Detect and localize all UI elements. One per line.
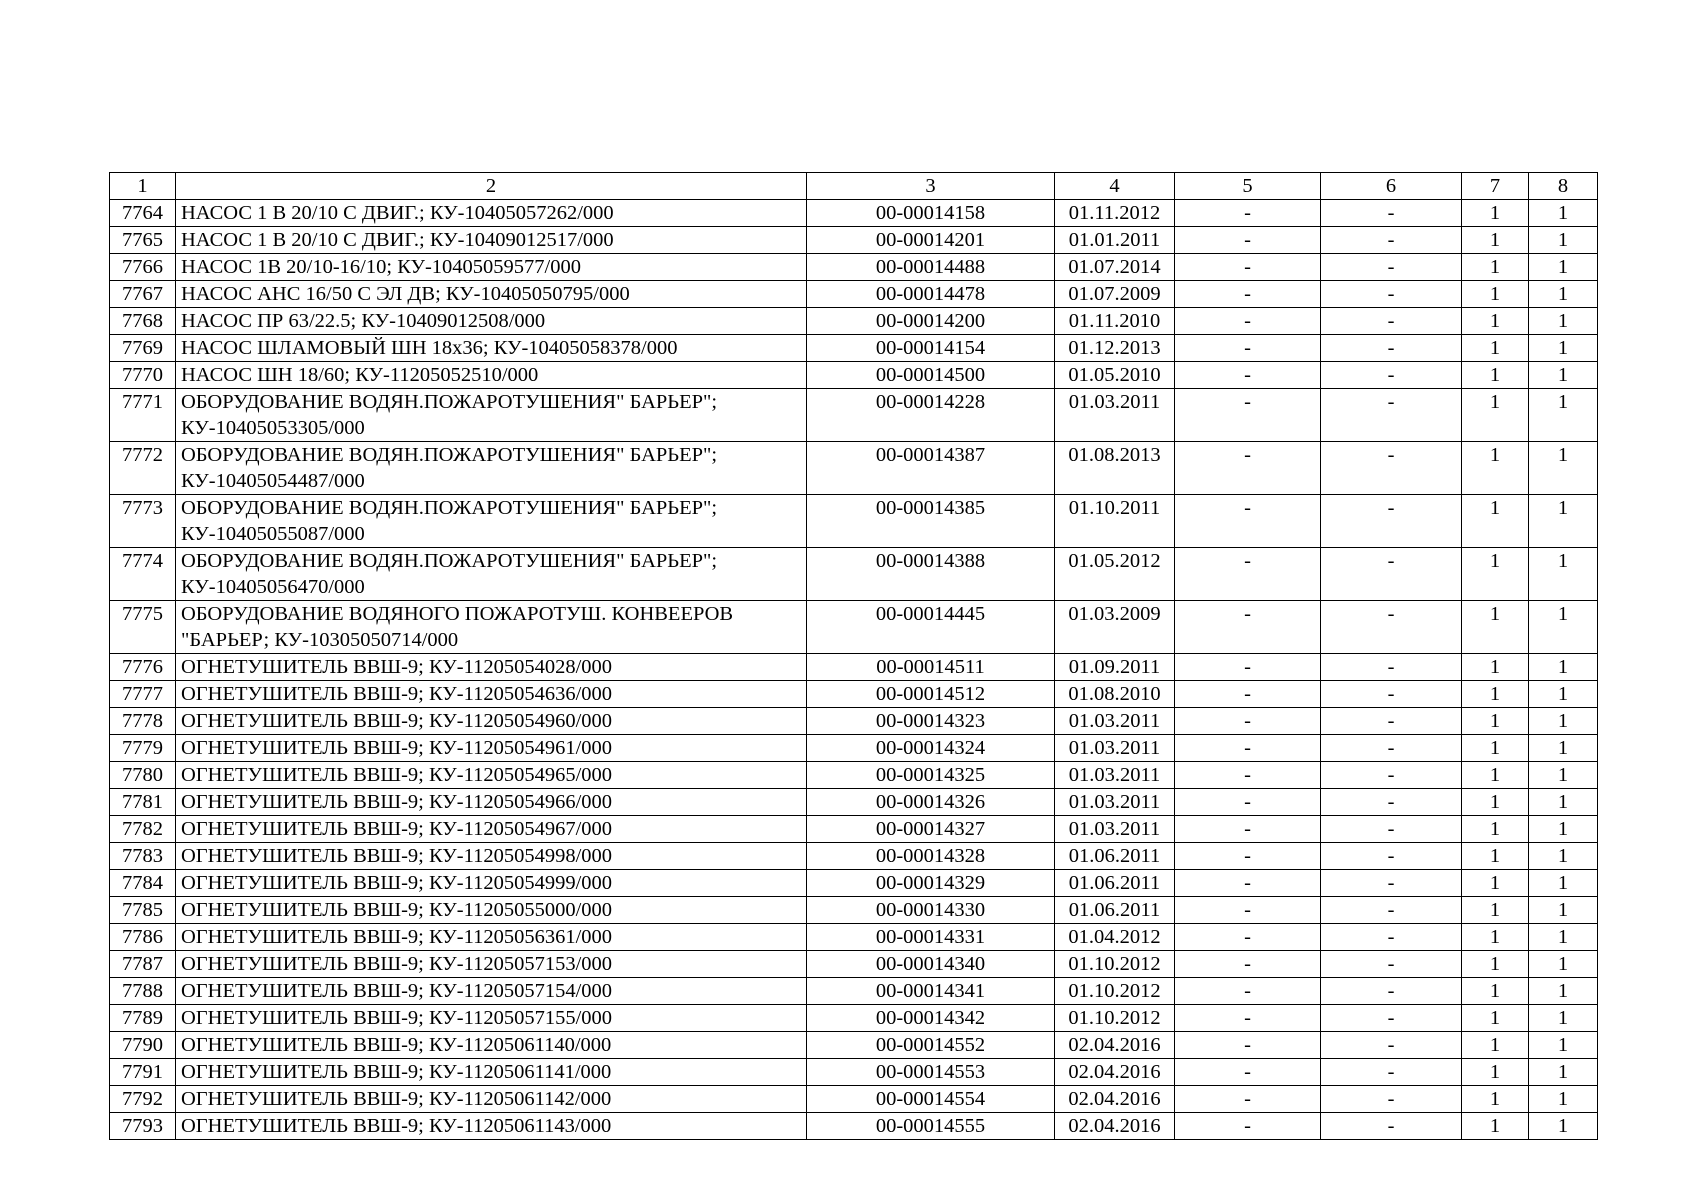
col6-cell: -: [1321, 789, 1462, 816]
table-row: [110, 254, 1598, 281]
table-row: [110, 362, 1598, 389]
col8-cell: 1: [1529, 789, 1598, 816]
col5-cell: -: [1175, 389, 1321, 442]
col6-cell: -: [1321, 1005, 1462, 1032]
col5-cell: -: [1175, 335, 1321, 362]
item-name-cell: ОГНЕТУШИТЕЛЬ ВВШ-9; КУ-11205054960/000: [176, 708, 807, 735]
inventory-number-cell: 00-00014488: [807, 254, 1055, 281]
date-cell: 01.05.2010: [1055, 362, 1175, 389]
col8-cell: 1: [1529, 708, 1598, 735]
col8-cell: 1: [1529, 1059, 1598, 1086]
col8-cell: 1: [1529, 442, 1598, 495]
row-number-cell: 7784: [110, 870, 176, 897]
date-cell: 01.06.2011: [1055, 843, 1175, 870]
item-name-cell: НАСОС 1В 20/10-16/10; КУ-10405059577/000: [176, 254, 807, 281]
inventory-number-cell: 00-00014200: [807, 308, 1055, 335]
col8-cell: 1: [1529, 978, 1598, 1005]
col7-cell: 1: [1462, 1032, 1529, 1059]
item-name-cell: НАСОС ШН 18/60; КУ-11205052510/000: [176, 362, 807, 389]
col8-cell: 1: [1529, 495, 1598, 548]
inventory-number-cell: 00-00014555: [807, 1113, 1055, 1140]
col5-cell: -: [1175, 495, 1321, 548]
row-number-cell: 7790: [110, 1032, 176, 1059]
date-cell: 01.07.2014: [1055, 254, 1175, 281]
date-cell: 02.04.2016: [1055, 1032, 1175, 1059]
date-cell: 01.12.2013: [1055, 335, 1175, 362]
col5-cell: -: [1175, 601, 1321, 654]
col8-cell: 1: [1529, 816, 1598, 843]
col7-cell: 1: [1462, 681, 1529, 708]
col5-cell: -: [1175, 924, 1321, 951]
col6-cell: -: [1321, 227, 1462, 254]
col7-cell: 1: [1462, 708, 1529, 735]
col7-cell: 1: [1462, 735, 1529, 762]
row-number-cell: 7793: [110, 1113, 176, 1140]
item-name-cell: ОГНЕТУШИТЕЛЬ ВВШ-9; КУ-11205054965/000: [176, 762, 807, 789]
col8-cell: 1: [1529, 843, 1598, 870]
col7-cell: 1: [1462, 548, 1529, 601]
inventory-number-cell: 00-00014158: [807, 200, 1055, 227]
row-number-cell: 7767: [110, 281, 176, 308]
item-name-cell: ОГНЕТУШИТЕЛЬ ВВШ-9; КУ-11205057153/000: [176, 951, 807, 978]
col8-cell: 1: [1529, 897, 1598, 924]
date-cell: 01.03.2011: [1055, 762, 1175, 789]
table-row: [110, 1059, 1598, 1086]
row-number-cell: 7782: [110, 816, 176, 843]
row-number-cell: 7787: [110, 951, 176, 978]
col7-cell: 1: [1462, 335, 1529, 362]
row-number-cell: 7789: [110, 1005, 176, 1032]
inventory-number-cell: 00-00014328: [807, 843, 1055, 870]
row-number-cell: 7766: [110, 254, 176, 281]
col8-cell: 1: [1529, 870, 1598, 897]
inventory-number-cell: 00-00014154: [807, 335, 1055, 362]
date-cell: 01.03.2011: [1055, 816, 1175, 843]
col8-cell: 1: [1529, 1005, 1598, 1032]
col8-cell: 1: [1529, 200, 1598, 227]
table-row: [110, 281, 1598, 308]
col7-cell: 1: [1462, 495, 1529, 548]
row-number-cell: 7778: [110, 708, 176, 735]
table-row: [110, 1113, 1598, 1140]
item-name-cell: ОГНЕТУШИТЕЛЬ ВВШ-9; КУ-11205054966/000: [176, 789, 807, 816]
col5-cell: -: [1175, 735, 1321, 762]
row-number-cell: 7792: [110, 1086, 176, 1113]
inventory-number-cell: 00-00014228: [807, 389, 1055, 442]
table-row: [110, 548, 1598, 601]
col8-cell: 1: [1529, 362, 1598, 389]
item-name-cell: ОБОРУДОВАНИЕ ВОДЯН.ПОЖАРОТУШЕНИЯ" БАРЬЕР"; КУ-10405055087/000: [176, 495, 807, 548]
col8-cell: 1: [1529, 654, 1598, 681]
col7-cell: 1: [1462, 1005, 1529, 1032]
item-name-cell: НАСОС 1 В 20/10 С ДВИГ.; КУ-10409012517/000: [176, 227, 807, 254]
col8-cell: 1: [1529, 735, 1598, 762]
item-name-cell: ОГНЕТУШИТЕЛЬ ВВШ-9; КУ-11205055000/000: [176, 897, 807, 924]
col6-cell: -: [1321, 1086, 1462, 1113]
col8-cell: 1: [1529, 548, 1598, 601]
col5-cell: -: [1175, 200, 1321, 227]
row-number-cell: 7764: [110, 200, 176, 227]
col6-cell: -: [1321, 978, 1462, 1005]
date-cell: 01.04.2012: [1055, 924, 1175, 951]
item-name-cell: ОГНЕТУШИТЕЛЬ ВВШ-9; КУ-11205061140/000: [176, 1032, 807, 1059]
column-header: 8: [1529, 173, 1598, 200]
col7-cell: 1: [1462, 227, 1529, 254]
inventory-number-cell: 00-00014331: [807, 924, 1055, 951]
inventory-number-cell: 00-00014512: [807, 681, 1055, 708]
table-row: [110, 843, 1598, 870]
date-cell: 01.06.2011: [1055, 897, 1175, 924]
date-cell: 02.04.2016: [1055, 1086, 1175, 1113]
date-cell: 01.07.2009: [1055, 281, 1175, 308]
col5-cell: -: [1175, 281, 1321, 308]
inventory-number-cell: 00-00014478: [807, 281, 1055, 308]
table-row: [110, 601, 1598, 654]
table-row: [110, 654, 1598, 681]
date-cell: 01.10.2012: [1055, 1005, 1175, 1032]
table-row: [110, 762, 1598, 789]
col8-cell: 1: [1529, 254, 1598, 281]
inventory-number-cell: 00-00014329: [807, 870, 1055, 897]
table-row: [110, 870, 1598, 897]
col5-cell: -: [1175, 897, 1321, 924]
row-number-cell: 7773: [110, 495, 176, 548]
date-cell: 01.10.2011: [1055, 495, 1175, 548]
col5-cell: -: [1175, 308, 1321, 335]
row-number-cell: 7779: [110, 735, 176, 762]
col7-cell: 1: [1462, 1113, 1529, 1140]
inventory-number-cell: 00-00014201: [807, 227, 1055, 254]
table-body: [110, 200, 1598, 1140]
col6-cell: -: [1321, 200, 1462, 227]
col7-cell: 1: [1462, 442, 1529, 495]
column-header: 3: [807, 173, 1055, 200]
table-row: [110, 442, 1598, 495]
table-row: [110, 789, 1598, 816]
row-number-cell: 7769: [110, 335, 176, 362]
inventory-number-cell: 00-00014445: [807, 601, 1055, 654]
date-cell: 01.10.2012: [1055, 951, 1175, 978]
col8-cell: 1: [1529, 601, 1598, 654]
inventory-number-cell: 00-00014553: [807, 1059, 1055, 1086]
table-row: [110, 924, 1598, 951]
inventory-number-cell: 00-00014327: [807, 816, 1055, 843]
row-number-cell: 7777: [110, 681, 176, 708]
col6-cell: -: [1321, 281, 1462, 308]
col5-cell: -: [1175, 1005, 1321, 1032]
item-name-cell: ОГНЕТУШИТЕЛЬ ВВШ-9; КУ-11205054998/000: [176, 843, 807, 870]
inventory-number-cell: 00-00014385: [807, 495, 1055, 548]
table-row: [110, 951, 1598, 978]
col7-cell: 1: [1462, 362, 1529, 389]
item-name-cell: ОБОРУДОВАНИЕ ВОДЯН.ПОЖАРОТУШЕНИЯ" БАРЬЕР"; КУ-10405056470/000: [176, 548, 807, 601]
col7-cell: 1: [1462, 1086, 1529, 1113]
col8-cell: 1: [1529, 681, 1598, 708]
col6-cell: -: [1321, 654, 1462, 681]
inventory-table: [109, 172, 1598, 1140]
col5-cell: -: [1175, 442, 1321, 495]
item-name-cell: ОГНЕТУШИТЕЛЬ ВВШ-9; КУ-11205061141/000: [176, 1059, 807, 1086]
col6-cell: -: [1321, 1113, 1462, 1140]
col5-cell: -: [1175, 254, 1321, 281]
date-cell: 01.06.2011: [1055, 870, 1175, 897]
row-number-cell: 7765: [110, 227, 176, 254]
item-name-cell: ОГНЕТУШИТЕЛЬ ВВШ-9; КУ-11205054999/000: [176, 870, 807, 897]
item-name-cell: ОБОРУДОВАНИЕ ВОДЯНОГО ПОЖАРОТУШ. КОНВЕЕРОВ "БАРЬЕР; КУ-10305050714/000: [176, 601, 807, 654]
inventory-number-cell: 00-00014323: [807, 708, 1055, 735]
col8-cell: 1: [1529, 762, 1598, 789]
col6-cell: -: [1321, 335, 1462, 362]
col6-cell: -: [1321, 843, 1462, 870]
col7-cell: 1: [1462, 897, 1529, 924]
col5-cell: -: [1175, 362, 1321, 389]
row-number-cell: 7791: [110, 1059, 176, 1086]
col5-cell: -: [1175, 870, 1321, 897]
date-cell: 01.08.2010: [1055, 681, 1175, 708]
table-row: [110, 708, 1598, 735]
date-cell: 01.05.2012: [1055, 548, 1175, 601]
col7-cell: 1: [1462, 601, 1529, 654]
date-cell: 01.03.2011: [1055, 389, 1175, 442]
col5-cell: -: [1175, 708, 1321, 735]
table-row: [110, 227, 1598, 254]
col6-cell: -: [1321, 1032, 1462, 1059]
inventory-number-cell: 00-00014554: [807, 1086, 1055, 1113]
col5-cell: -: [1175, 816, 1321, 843]
col7-cell: 1: [1462, 1059, 1529, 1086]
inventory-number-cell: 00-00014388: [807, 548, 1055, 601]
item-name-cell: ОГНЕТУШИТЕЛЬ ВВШ-9; КУ-11205056361/000: [176, 924, 807, 951]
col8-cell: 1: [1529, 951, 1598, 978]
col5-cell: -: [1175, 951, 1321, 978]
table-row: [110, 389, 1598, 442]
table-row: [110, 897, 1598, 924]
col6-cell: -: [1321, 897, 1462, 924]
col7-cell: 1: [1462, 978, 1529, 1005]
item-name-cell: ОГНЕТУШИТЕЛЬ ВВШ-9; КУ-11205054967/000: [176, 816, 807, 843]
col8-cell: 1: [1529, 389, 1598, 442]
col6-cell: -: [1321, 708, 1462, 735]
table-row: [110, 1005, 1598, 1032]
col6-cell: -: [1321, 735, 1462, 762]
column-header: 7: [1462, 173, 1529, 200]
table-row: [110, 681, 1598, 708]
table-row: [110, 816, 1598, 843]
item-name-cell: ОГНЕТУШИТЕЛЬ ВВШ-9; КУ-11205061142/000: [176, 1086, 807, 1113]
col7-cell: 1: [1462, 762, 1529, 789]
col5-cell: -: [1175, 843, 1321, 870]
item-name-cell: ОГНЕТУШИТЕЛЬ ВВШ-9; КУ-11205057154/000: [176, 978, 807, 1005]
inventory-number-cell: 00-00014500: [807, 362, 1055, 389]
inventory-number-cell: 00-00014341: [807, 978, 1055, 1005]
col6-cell: -: [1321, 495, 1462, 548]
date-cell: 02.04.2016: [1055, 1059, 1175, 1086]
item-name-cell: ОГНЕТУШИТЕЛЬ ВВШ-9; КУ-11205054028/000: [176, 654, 807, 681]
table-row: [110, 1032, 1598, 1059]
item-name-cell: НАСОС ШЛАМОВЫЙ ШН 18х36; КУ-10405058378/000: [176, 335, 807, 362]
col8-cell: 1: [1529, 335, 1598, 362]
date-cell: 02.04.2016: [1055, 1113, 1175, 1140]
inventory-number-cell: 00-00014387: [807, 442, 1055, 495]
row-number-cell: 7780: [110, 762, 176, 789]
col5-cell: -: [1175, 978, 1321, 1005]
table-row: [110, 1086, 1598, 1113]
row-number-cell: 7781: [110, 789, 176, 816]
column-header: 5: [1175, 173, 1321, 200]
row-number-cell: 7776: [110, 654, 176, 681]
col5-cell: -: [1175, 654, 1321, 681]
col8-cell: 1: [1529, 924, 1598, 951]
row-number-cell: 7772: [110, 442, 176, 495]
col5-cell: -: [1175, 548, 1321, 601]
row-number-cell: 7788: [110, 978, 176, 1005]
col6-cell: -: [1321, 362, 1462, 389]
header-row: [110, 173, 1598, 200]
col7-cell: 1: [1462, 389, 1529, 442]
inventory-number-cell: 00-00014325: [807, 762, 1055, 789]
date-cell: 01.11.2010: [1055, 308, 1175, 335]
date-cell: 01.10.2012: [1055, 978, 1175, 1005]
date-cell: 01.03.2011: [1055, 735, 1175, 762]
table-row: [110, 978, 1598, 1005]
col8-cell: 1: [1529, 1032, 1598, 1059]
col6-cell: -: [1321, 816, 1462, 843]
inventory-number-cell: 00-00014511: [807, 654, 1055, 681]
col6-cell: -: [1321, 681, 1462, 708]
col6-cell: -: [1321, 442, 1462, 495]
item-name-cell: НАСОС ПР 63/22.5; КУ-10409012508/000: [176, 308, 807, 335]
col7-cell: 1: [1462, 816, 1529, 843]
date-cell: 01.11.2012: [1055, 200, 1175, 227]
row-number-cell: 7785: [110, 897, 176, 924]
item-name-cell: ОГНЕТУШИТЕЛЬ ВВШ-9; КУ-11205057155/000: [176, 1005, 807, 1032]
col7-cell: 1: [1462, 870, 1529, 897]
date-cell: 01.03.2011: [1055, 789, 1175, 816]
inventory-number-cell: 00-00014324: [807, 735, 1055, 762]
inventory-number-cell: 00-00014340: [807, 951, 1055, 978]
date-cell: 01.09.2011: [1055, 654, 1175, 681]
col5-cell: -: [1175, 681, 1321, 708]
col5-cell: -: [1175, 1032, 1321, 1059]
col6-cell: -: [1321, 870, 1462, 897]
col5-cell: -: [1175, 789, 1321, 816]
row-number-cell: 7771: [110, 389, 176, 442]
column-header: 4: [1055, 173, 1175, 200]
date-cell: 01.08.2013: [1055, 442, 1175, 495]
date-cell: 01.03.2009: [1055, 601, 1175, 654]
item-name-cell: ОБОРУДОВАНИЕ ВОДЯН.ПОЖАРОТУШЕНИЯ" БАРЬЕР"; КУ-10405054487/000: [176, 442, 807, 495]
col7-cell: 1: [1462, 924, 1529, 951]
col6-cell: -: [1321, 924, 1462, 951]
col5-cell: -: [1175, 1113, 1321, 1140]
col5-cell: -: [1175, 1086, 1321, 1113]
col5-cell: -: [1175, 1059, 1321, 1086]
inventory-number-cell: 00-00014330: [807, 897, 1055, 924]
table-row: [110, 335, 1598, 362]
col7-cell: 1: [1462, 789, 1529, 816]
col6-cell: -: [1321, 762, 1462, 789]
row-number-cell: 7774: [110, 548, 176, 601]
col7-cell: 1: [1462, 308, 1529, 335]
table-row: [110, 735, 1598, 762]
col7-cell: 1: [1462, 281, 1529, 308]
col7-cell: 1: [1462, 254, 1529, 281]
item-name-cell: ОБОРУДОВАНИЕ ВОДЯН.ПОЖАРОТУШЕНИЯ" БАРЬЕР"; КУ-10405053305/000: [176, 389, 807, 442]
col8-cell: 1: [1529, 1113, 1598, 1140]
col6-cell: -: [1321, 951, 1462, 978]
col8-cell: 1: [1529, 308, 1598, 335]
row-number-cell: 7768: [110, 308, 176, 335]
column-header: 6: [1321, 173, 1462, 200]
col6-cell: -: [1321, 548, 1462, 601]
row-number-cell: 7783: [110, 843, 176, 870]
table-row: [110, 495, 1598, 548]
column-header: 1: [110, 173, 176, 200]
col6-cell: -: [1321, 601, 1462, 654]
col6-cell: -: [1321, 254, 1462, 281]
inventory-number-cell: 00-00014552: [807, 1032, 1055, 1059]
col7-cell: 1: [1462, 654, 1529, 681]
col7-cell: 1: [1462, 843, 1529, 870]
col5-cell: -: [1175, 762, 1321, 789]
col7-cell: 1: [1462, 951, 1529, 978]
inventory-number-cell: 00-00014326: [807, 789, 1055, 816]
col6-cell: -: [1321, 1059, 1462, 1086]
item-name-cell: НАСОС 1 В 20/10 С ДВИГ.; КУ-10405057262/000: [176, 200, 807, 227]
table-row: [110, 308, 1598, 335]
column-header: 2: [176, 173, 807, 200]
col8-cell: 1: [1529, 1086, 1598, 1113]
item-name-cell: НАСОС АНС 16/50 С ЭЛ ДВ; КУ-10405050795/000: [176, 281, 807, 308]
row-number-cell: 7775: [110, 601, 176, 654]
table-row: [110, 200, 1598, 227]
row-number-cell: 7770: [110, 362, 176, 389]
col8-cell: 1: [1529, 281, 1598, 308]
col6-cell: -: [1321, 308, 1462, 335]
item-name-cell: ОГНЕТУШИТЕЛЬ ВВШ-9; КУ-11205054961/000: [176, 735, 807, 762]
date-cell: 01.03.2011: [1055, 708, 1175, 735]
item-name-cell: ОГНЕТУШИТЕЛЬ ВВШ-9; КУ-11205054636/000: [176, 681, 807, 708]
item-name-cell: ОГНЕТУШИТЕЛЬ ВВШ-9; КУ-11205061143/000: [176, 1113, 807, 1140]
col7-cell: 1: [1462, 200, 1529, 227]
inventory-number-cell: 00-00014342: [807, 1005, 1055, 1032]
col5-cell: -: [1175, 227, 1321, 254]
date-cell: 01.01.2011: [1055, 227, 1175, 254]
col8-cell: 1: [1529, 227, 1598, 254]
col6-cell: -: [1321, 389, 1462, 442]
row-number-cell: 7786: [110, 924, 176, 951]
